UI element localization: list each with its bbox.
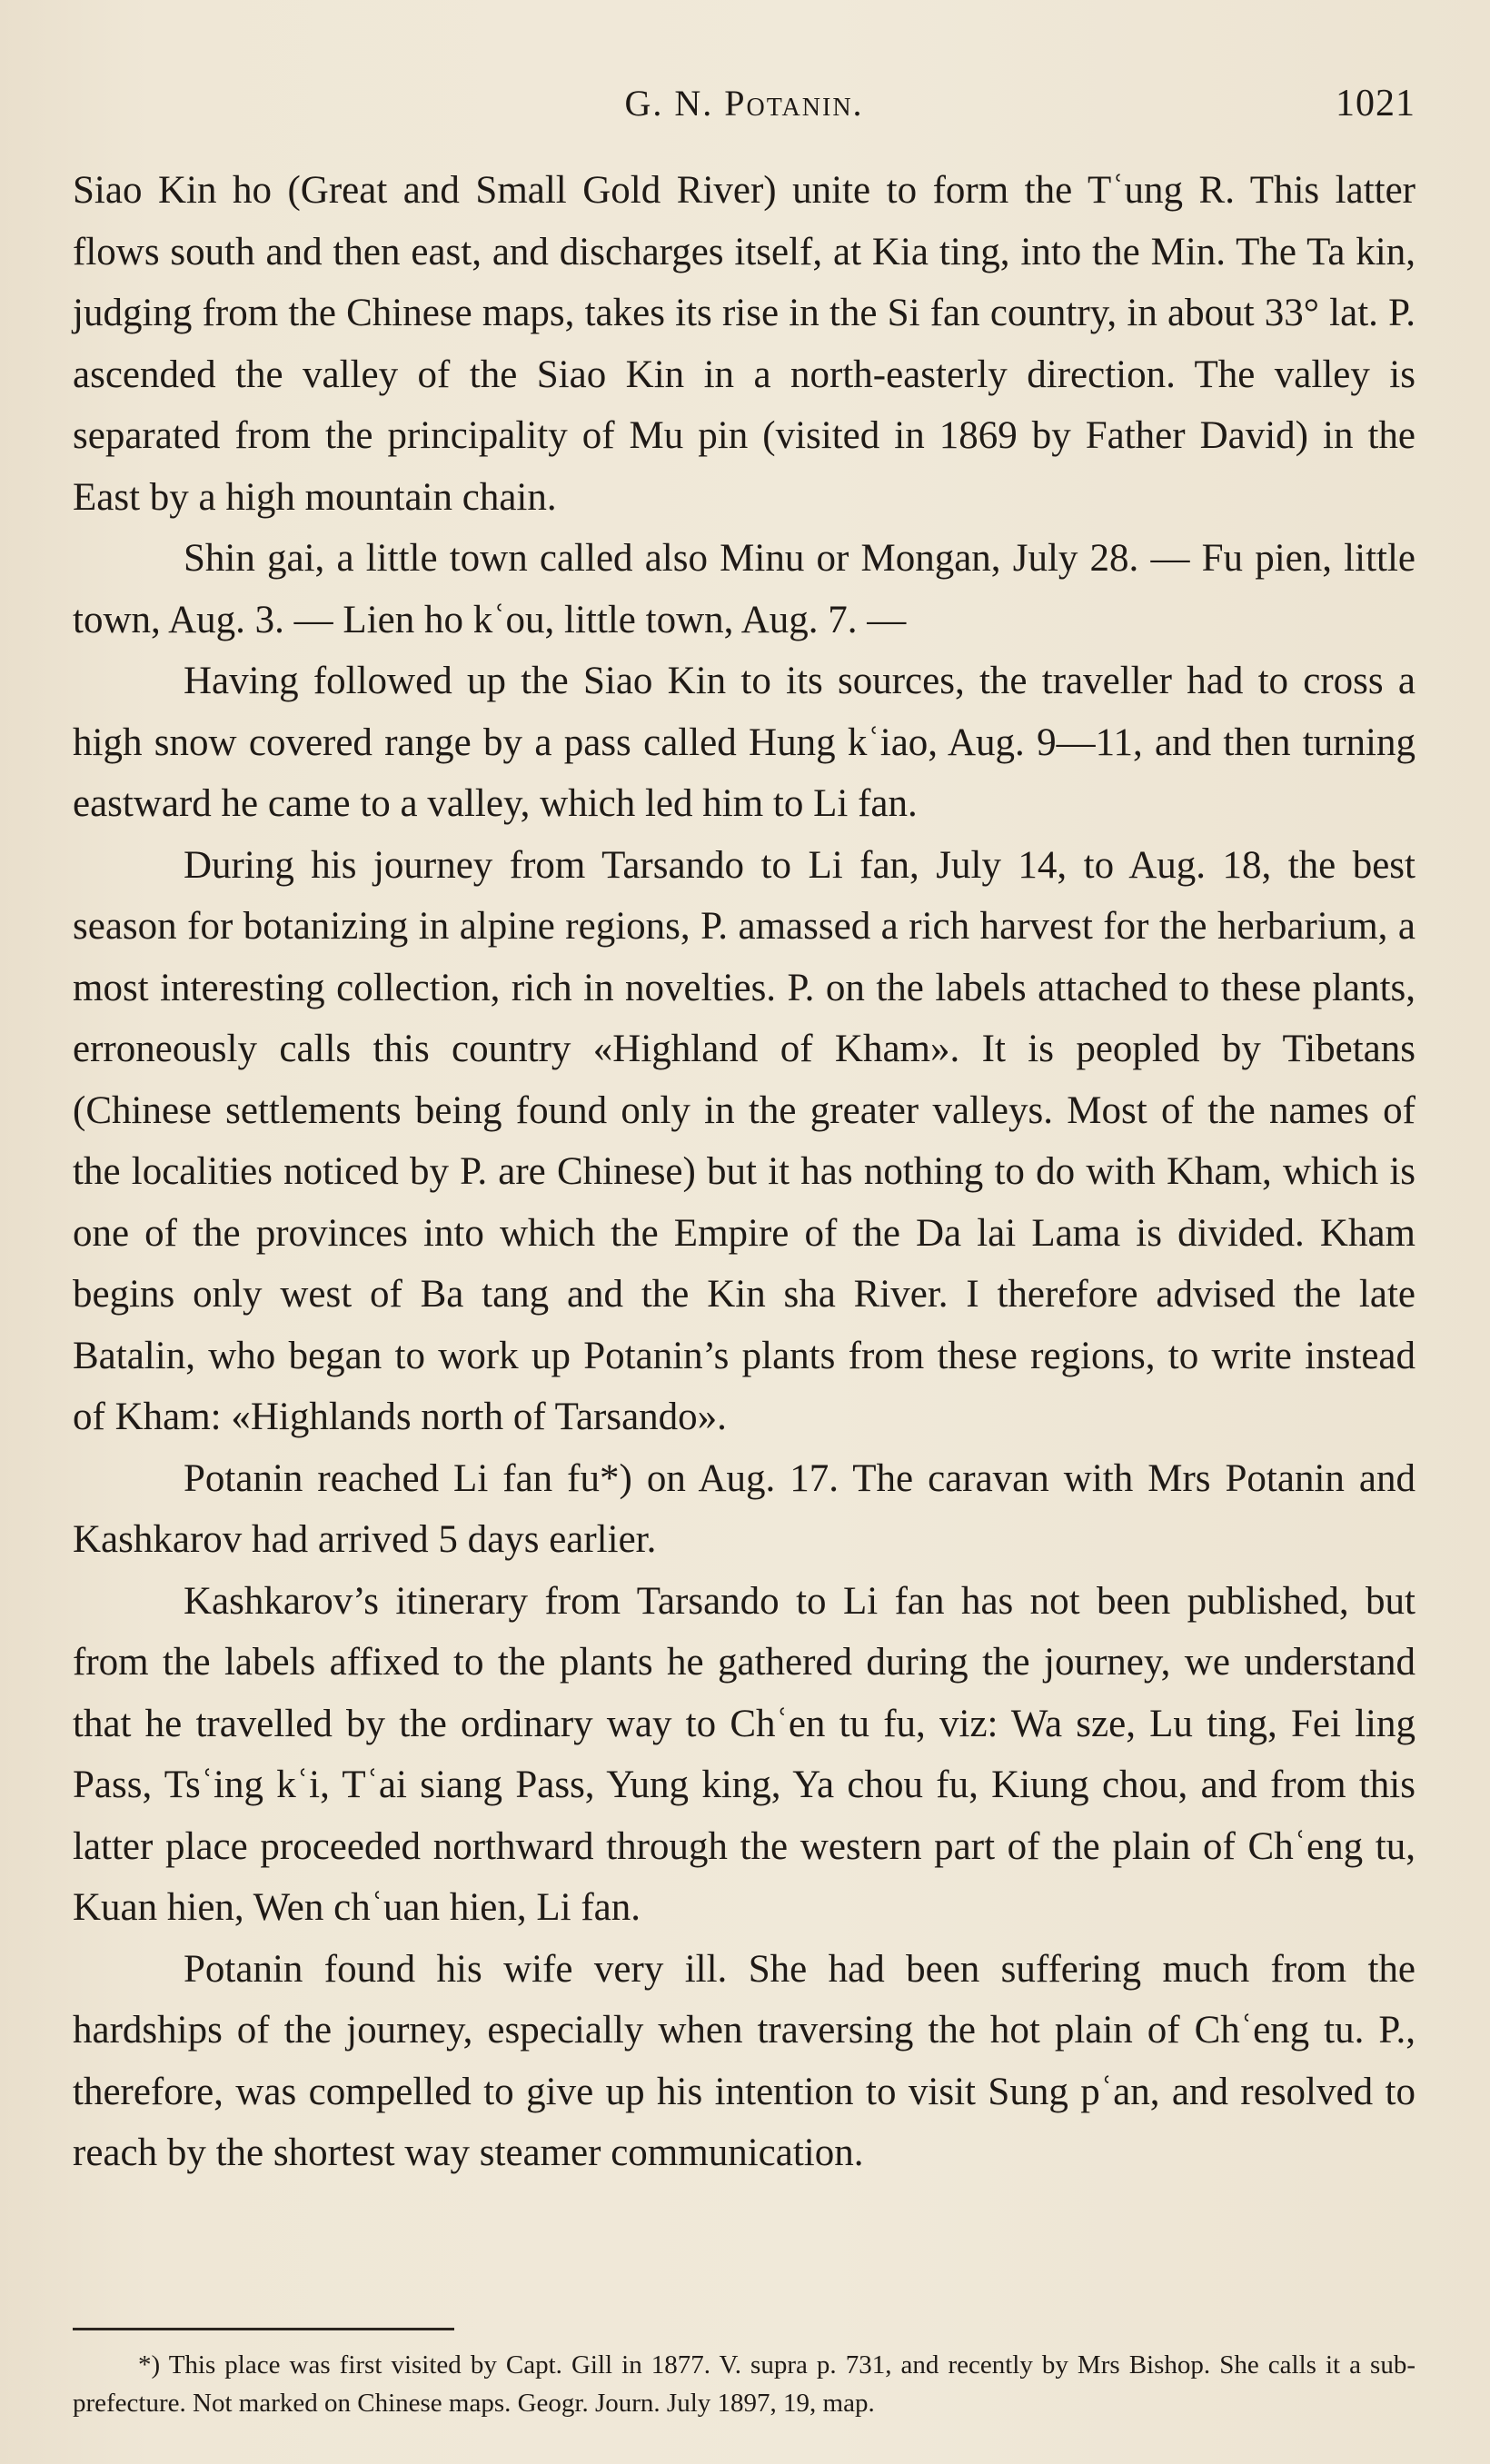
- paragraph: Potanin found his wife very ill. She had been suffering much from the hardships of the journey, especially when traversing the hot plain of Chʿeng tu. P., therefore, was compelled to give up his intention to visit Sung pʿan, and resolved to reach by the shortest way steamer communication.: [73, 1947, 1416, 2174]
- paragraph: Potanin reached Li fan fu*) on Aug. 17. The caravan with Mrs Potanin and Kashkarov had arrived 5 days earlier.: [73, 1456, 1416, 1561]
- footnote-rule: [73, 2328, 454, 2330]
- running-head: G. N. Potanin.: [624, 83, 864, 124]
- page-number: 1021: [1336, 83, 1416, 124]
- footnote: *) This place was first visited by Capt. Gill in 1877. V. supra p. 731, and recently by Mrs Bishop. She calls it a sub-prefecture. Not marked on Chinese maps. Geogr. Journ. July 1897, 19, map.: [73, 2350, 1416, 2418]
- paragraph: Having followed up the Siao Kin to its sources, the traveller had to cross a high snow covered range by a pass called Hung kʿiao, Aug. 9—11, and then turning eastward he came to a valley, which led him to Li fan.: [73, 660, 1416, 825]
- paragraph-continued: Siao Kin ho (Great and Small Gold River) unite to form the Tʿung R. This latter flows south and then east, and discharges itself, at Kia ting, into the Min. The Ta kin, judging from the Chinese maps, takes its rise in the Si fan country, in about 33° lat. P. ascended the valley of the Siao Kin in a north-easterly direction. The valley is separated from the principality of Mu pin (visited in 1869 by Father David) in the East by a high mountain chain.: [73, 169, 1416, 519]
- paragraph: During his journey from Tarsando to Li fan, July 14, to Aug. 18, the best season for botanizing in alpine regions, P. amassed a rich harvest for the herbarium, a most interesting collection, rich in novelties. P. on the labels attached to these plants, erroneously calls this country «Highland of Kham». It is peopled by Tibetans (Chinese settlements being found only in the greater valleys. Most of the names of the localities noticed by P. are Chinese) but it has nothing to do with Kham, which is one of the provinces into which the Empire of the Da lai Lama is divided. Kham begins only west of Ba tang and the Kin sha River. I therefore advised the late Batalin, who began to work up Potanin’s plants from these regions, to write instead of Kham: «Highlands north of Tarsando».: [73, 843, 1416, 1438]
- paragraph: Shin gai, a little town called also Minu or Mongan, July 28. — Fu pien, little town, Aug. 3. — Lien ho kʿou, little town, Aug. 7. —: [73, 537, 1416, 641]
- body-text: [73, 160, 1416, 2184]
- page-header: [73, 76, 1416, 131]
- paragraph: Kashkarov’s itinerary from Tarsando to Li fan has not been published, but from the labels affixed to the plants he gathered during the journey, we understand that he travelled by the ordinary way to Chʿen tu fu, viz: Wa sze, Lu ting, Fei ling Pass, Tsʿing kʿi, Tʿai siang Pass, Yung king, Ya chou fu, Kiung chou, and from this latter place proceeded northward through the western part of the plain of Chʿeng tu, Kuan hien, Wen chʿuan hien, Li fan.: [73, 1579, 1416, 1929]
